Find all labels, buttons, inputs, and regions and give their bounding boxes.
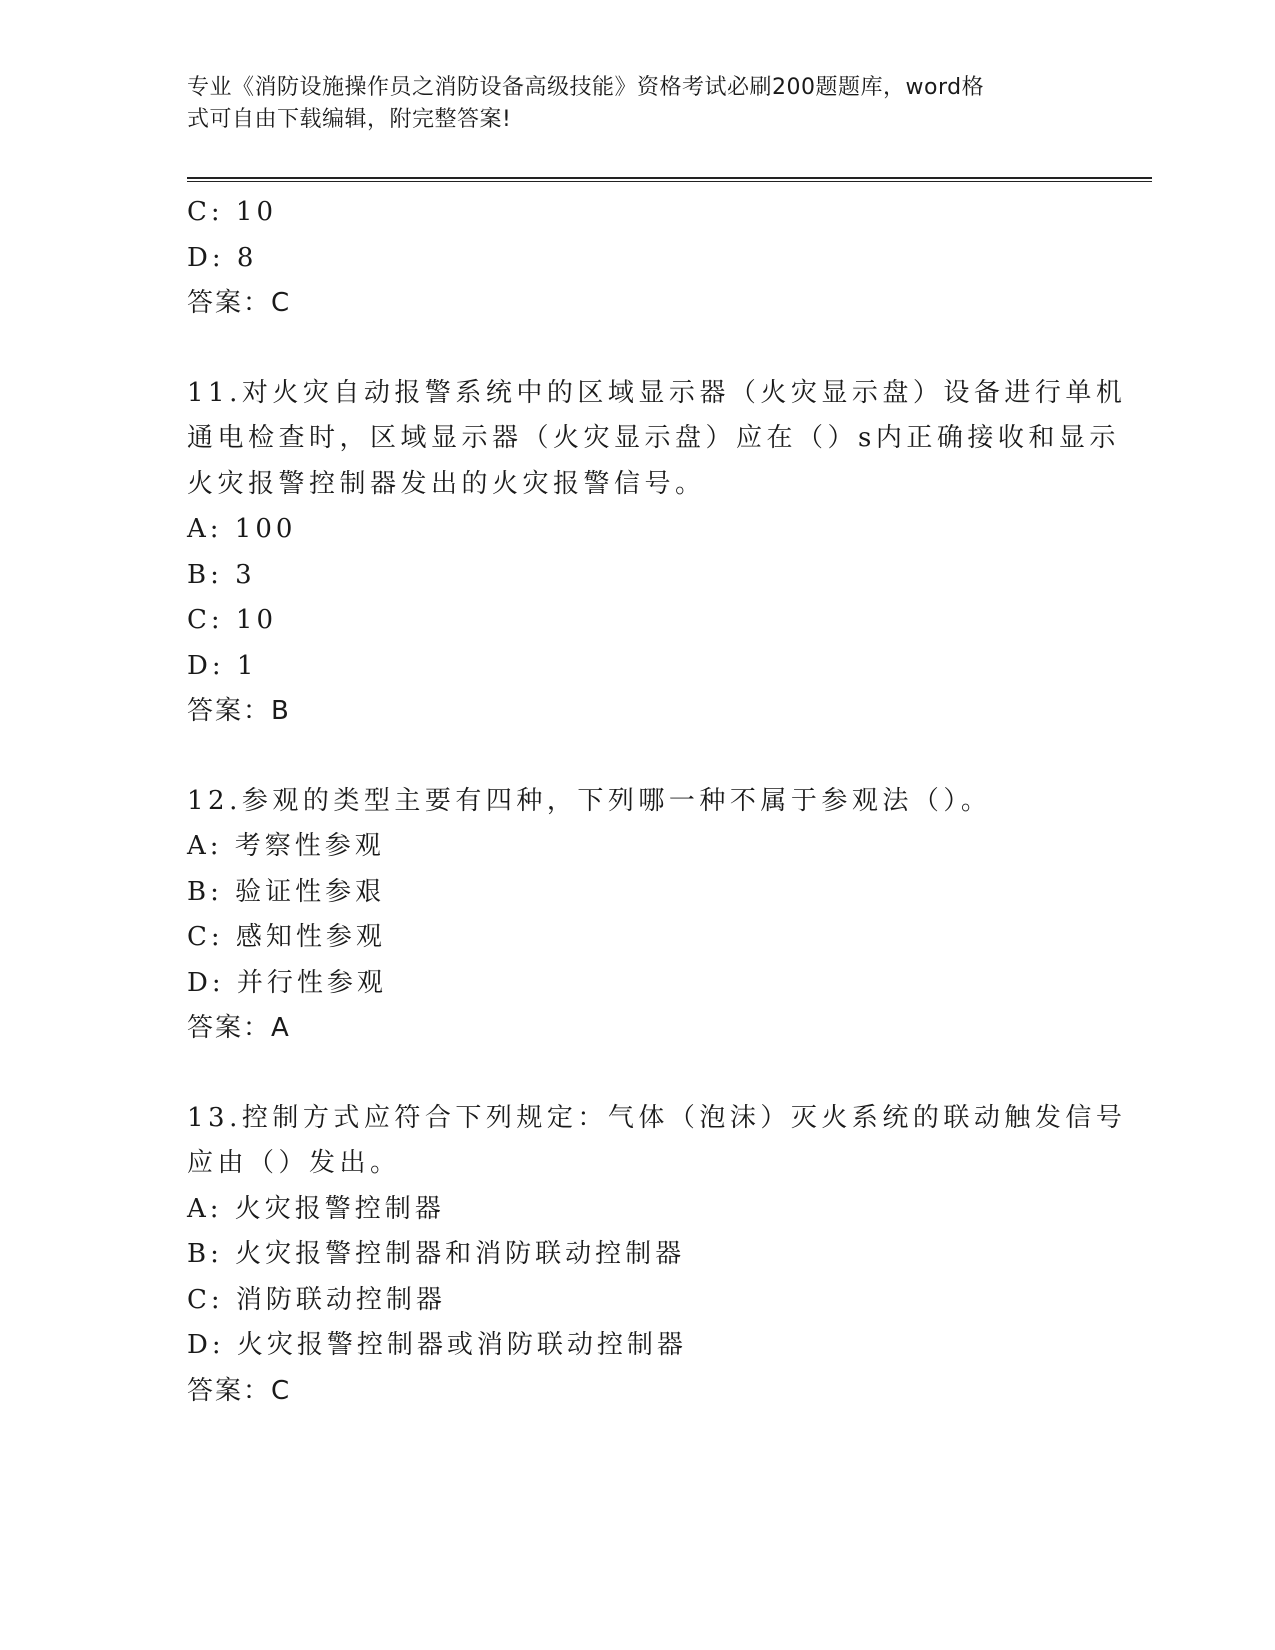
stem-line: 应由（）发出。: [187, 1148, 401, 1178]
option-b: B: 3: [187, 559, 256, 590]
header-line-2: 式可自由下载编辑，附完整答案!: [187, 107, 512, 132]
answer-line: 答案：A: [187, 1013, 291, 1043]
header-rule-thin: [187, 181, 1152, 182]
option-d: D: 并行性参观: [187, 967, 387, 998]
spacer: [187, 735, 1087, 779]
header-line-1: 专业《消防设施操作员之消防设备高级技能》资格考试必刷200题题库，word格: [187, 75, 985, 100]
question-block-partial: [187, 190, 1087, 327]
stem-line: 12.参观的类型主要有四种，下列哪一种不属于参观法（）。: [187, 785, 992, 816]
option-c: C: 10: [187, 605, 278, 635]
option-c: C: 消防联动控制器: [187, 1284, 446, 1315]
question-block-11: [187, 371, 1127, 735]
header-rule-thick: [187, 177, 1152, 179]
option-b: B: 验证性参艰: [187, 876, 386, 907]
document-header: [187, 72, 1067, 136]
spacer: [187, 1052, 1087, 1096]
option-a: A: 火灾报警控制器: [187, 1193, 445, 1224]
answer-line: 答案：B: [187, 696, 291, 726]
option-d: D: 1: [187, 650, 258, 681]
answer-line: 答案：C: [187, 288, 292, 318]
option-b: B: 火灾报警控制器和消防联动控制器: [187, 1239, 686, 1269]
stem-line: 13.控制方式应符合下列规定：气体（泡沫）灭火系统的联动触发信号: [187, 1102, 1127, 1133]
option-a: A: 100: [187, 514, 297, 544]
stem-line: 火灾报警控制器发出的火灾报警信号。: [187, 468, 706, 499]
stem-line: 通电检查时，区域显示器（火灾显示盘）应在（）s内正确接收和显示: [187, 423, 1120, 453]
question-stem: [187, 371, 1127, 508]
question-stem: [187, 779, 1087, 825]
question-block-12: [187, 779, 1087, 1052]
question-list: [187, 190, 1127, 1414]
question-block-13: [187, 1096, 1127, 1415]
stem-line: 11.对火灾自动报警系统中的区域显示器（火灾显示盘）设备进行单机: [187, 377, 1127, 408]
spacer: [187, 327, 1087, 371]
question-stem: [187, 1096, 1127, 1187]
option-c: C: 10: [187, 197, 278, 227]
answer-line: 答案：C: [187, 1375, 292, 1406]
option-d: D: 8: [187, 242, 258, 273]
option-d: D: 火灾报警控制器或消防联动控制器: [187, 1330, 687, 1360]
option-a: A: 考察性参观: [187, 831, 385, 861]
option-c: C: 感知性参观: [187, 922, 386, 952]
